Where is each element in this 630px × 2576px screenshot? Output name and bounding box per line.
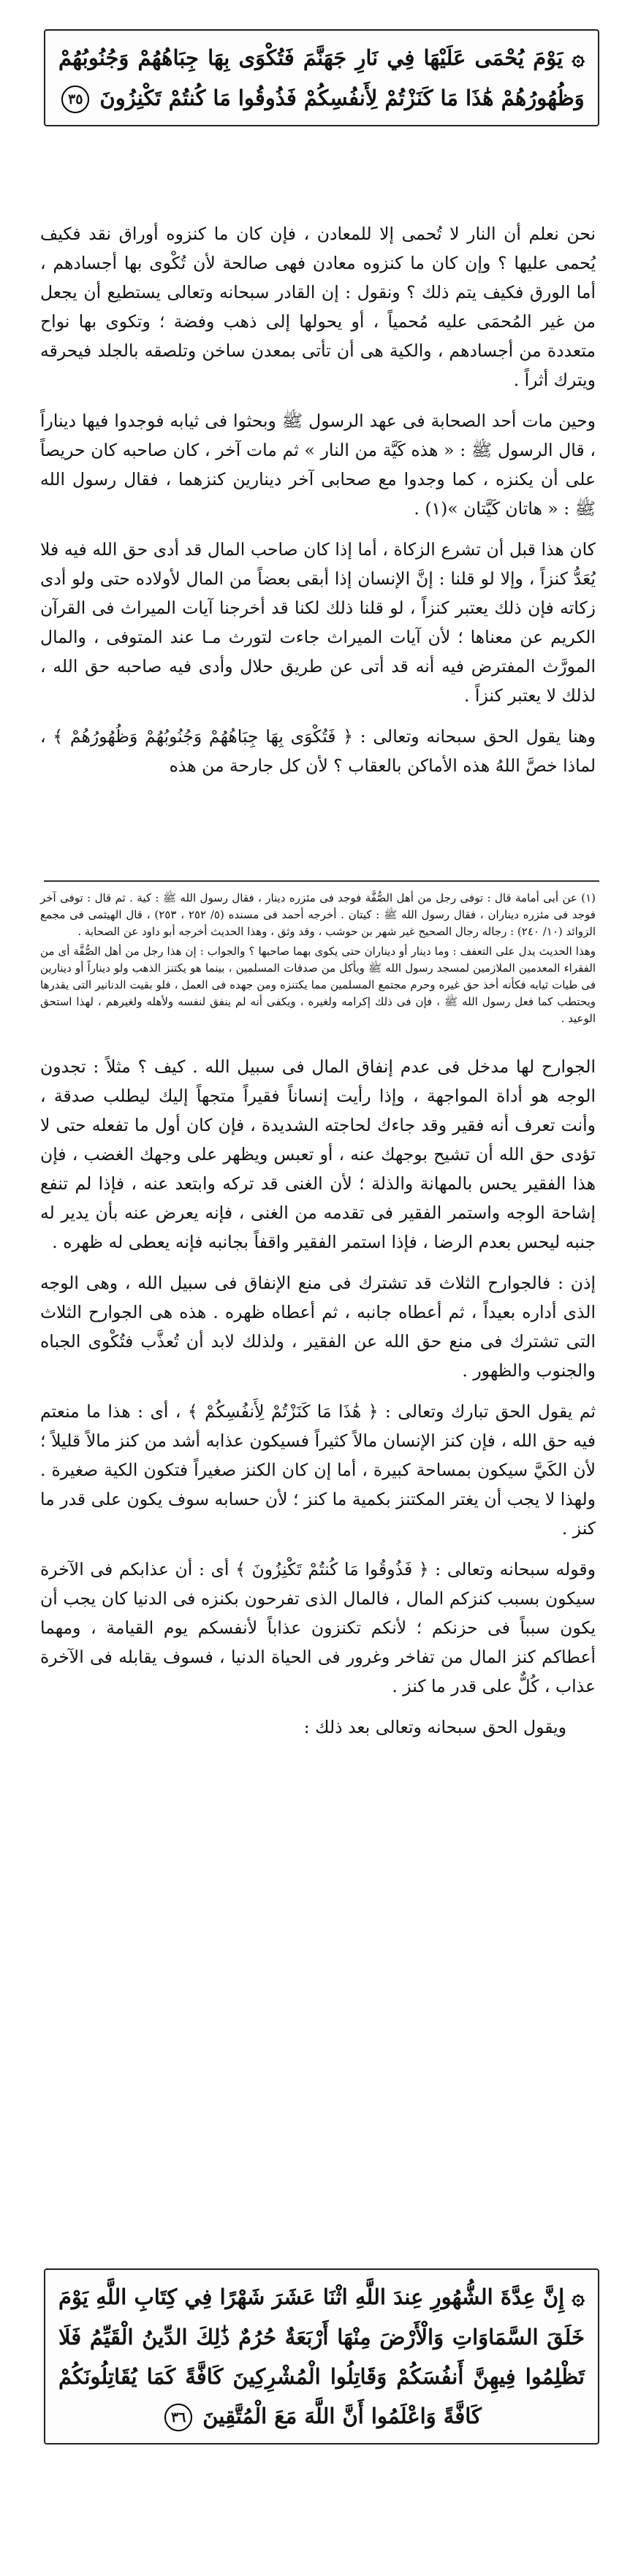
page-2-body [40,1052,596,1753]
paragraph: ثم يقول الحق تبارك وتعالى : ﴿ هَٰذَا مَا كَنَزْتُمْ لِأَنفُسِكُمْ ﴾ ، أى : هذا ما منعتم فيه حق الله ، فإن كنز الإنسان مالاً كثيراً فسيكون عذابه أشد من كنز مالاً قليلاً ؛ لأن الكَيَّ سيكون بمساحة كبيرة ، أما إن كان الكنز صغيراً فتكون الكية صغيرة . ولهذا لا يجب أن يغتر المكتنز بكمية ما كنز ؛ لأن حسابه سوف يكون على قدر ما كنز . [40,1401,596,1539]
verse-ornament-icon: ۞ [572,2285,585,2310]
verse-ornament-icon: ۞ [572,45,585,71]
top-verse-box [44,29,599,126]
bottom-verse-text: إِنَّ عِدَّةَ الشُّهُورِ عِندَ اللَّهِ اثْنَا عَشَرَ شَهْرًا فِي كِتَابِ اللَّهِ يَوْمَ خَلَقَ السَّمَاوَاتِ وَالْأَرْضَ مِنْهَا أَرْبَعَةٌ حُرُمٌ ذَٰلِكَ الدِّينُ الْقَيِّمُ فَلَا تَظْلِمُوا فِيهِنَّ أَنفُسَكُمْ وَقَاتِلُوا الْمُشْرِكِينَ كَافَّةً كَمَا يُقَاتِلُونَكُمْ كَافَّةً وَاعْلَمُوا أَنَّ اللَّهَ مَعَ الْمُتَّقِينَ [58,2285,585,2428]
paragraph: كان هذا قبل أن تشرع الزكاة ، أما إذا كان صاحب المال قد أدى حق الله فيه فلا يُعَدُّ كنزاً ، وإلا لو قلنا : إنَّ الإنسان إذا أبقى بعضاً من المال لأولاده حتى ولو أدى زكاته فإن ذلك يعتبر كنزاً ، لو قلنا ذلك لكنا قد أخرجنا آيات الميراث فى القرآن الكريم عن معناها ؛ لأن آيات الميراث جاءت لتورث مـا عند المتوفى ، والمال المورَّث المفترض فيه أنه قد أتى عن طريق حلال وأدى فيه صاحبه حق الله ، لذلك لا يعتبر كنزاً . [40,539,596,706]
ayah-number-badge: ٣٦ [164,2404,192,2431]
paragraph: وقوله سبحانه وتعالى : ﴿ فَذُوقُوا مَا كُنتُمْ تَكْنِزُونَ ﴾ أى : أن عذابكم فى الآخرة سيكون بسبب كنزكم المال ، فالمال الذى تفرحون بكنزه فى الدنيا كان يجب أن يكون سبباً فى حزنكم ؛ لأنكم تكنزون عذاباً لأنفسكم يوم القيامة ، ومهما أعطاكم كنز المال من تفاخر وغرور فى الحياة الدنيا ، فسوف يقابله فى الآخرة عذاب ، كُلٌّ على قدر ما كنز . [40,1559,596,1696]
ayah-number-badge: ٣٥ [61,85,89,113]
paragraph: نحن نعلم أن النار لا تُحمى إلا للمعادن ، فإن كان ما كنزوه أوراق نقد فكيف يُحمى عليها ؟ وإن كان ما كنزوه معادن فهى صالحة لأن تُكْوى بها أجسادهم ، أما الورق فكيف يتم ذلك ؟ ونقول : إن القادر سبحانه وتعالى يستطيع أن يجعل من غير المُحمَى عليه مُحمياً ، أو يحولها إلى ذهب وفضة ؛ وتكوى بها نواح متعددة من أجسادهم ، والكية هى أن تأتى بمعدن ساخن وتلصقه بالجلد فيحرقه ويترك أثراً . [40,224,596,390]
footnotes [40,890,596,1030]
footnote-divider [44,880,599,882]
footnote: (١) عن أبى أمامة قال : توفى رجل من أهل الصُّفَّة فوجد فى مئزره دينار ، فقال رسول الله ﷺ : كية . ثم قال : توفى آخر فوجد فى مئزره ديناران ، فقال رسول الله ﷺ : كيتان . أخرجه أحمد فى مسنده (٥/ ٢٥٢ ، ٢٥٣) ، قال الهيثمى فى مجمع الزوائد (١٠/ ٢٤٠) : رجاله رجال الصحيح غير شهر بن حوشب ، وقد وثق ، وهذا الحديث أخرجه أبو داود عن الصحابة . [40,891,596,938]
paragraph: وحين مات أحد الصحابة فى عهد الرسول ﷺ وبحثوا فى ثيابه فوجدوا فيها ديناراً ، قال الرسول ﷺ : « هذه كَيَّة من النار » ثم مات آخر ، كان صاحبه كان حريصاً على أن يكنزه ، كما وجدوا مع صحابى آخر دينارين كنزهما ، فقال رسول الله ﷺ : « هاتان كَيَّتان »(١) . [40,411,596,519]
bottom-verse [58,2277,585,2436]
paragraph: وهنا يقول الحق سبحانه وتعالى : ﴿ فَتُكْوَى بِهَا جِبَاهُهُمْ وَجُنُوبُهُمْ وَظُهُورُهُمْ ﴾ ، لماذا خصَّ اللهُ هذه الأماكن بالعقاب ؟ لأن كل جارحة من هذه [40,726,596,776]
paragraph: إذن : فالجوارح الثلاث قد تشترك فى منع الإنفاق فى سبيل الله ، وهى الوجه الذى أداره بعيداً ، ثم أعطاه جانبه ، ثم أعطاه ظهره . هذه هى الجوارح الثلاث التى تشترك فى منع حق الله عن الفقير ، ولذلك لابد أن تُعذَّب فتُكْوى الجباه والجنوب والظهور . [40,1273,596,1381]
bottom-verse-box [44,2268,599,2444]
footnote: وهذا الحديث يدل على التعفف : وما دينار أو ديناران حتى يكوى بهما صاحبها ؟ والجواب : إن هذا رجل من أهل الصُّفَّة أى من الفقراء المعدمين الملازمين لمسجد رسول الله ﷺ ويأكل من صدقات المسلمين ، بينما هو يكتنز الذهب ولو ديناراً أو دينارين فى طيات ثيابه فكأنه أخذ حق غيره وحرم مجتمع المسلمين مما يكتنزه ومن جهده فى العمل ، فلو بقيت الدنانير التى يقدرها ويحتطب كما فعل رسول الله ﷺ ، فإن فى ذلك إكرامه ولغيره ، ويكفى أنه لم ينفق لنفسه ولأهله ولغيرهم ، لهذا استحق الوعيد . [40,945,596,1025]
top-verse-text: يَوْمَ يُحْمَى عَلَيْهَا فِي نَارِ جَهَنَّمَ فَتُكْوَى بِهَا جِبَاهُهُمْ وَجُنُوبُهُمْ وَظُهُورُهُمْ هَٰذَا مَا كَنَزْتُمْ لِأَنفُسِكُمْ فَذُوقُوا مَا كُنتُمْ تَكْنِزُونَ [58,45,585,110]
verse-intro: ويقول الحق سبحانه وتعالى بعد ذلك : [303,1717,566,1737]
page-1-body [40,219,596,792]
paragraph: الجوارح لها مدخل فى عدم إنفاق المال فى سبيل الله . كيف ؟ مثلاً : تجدون الوجه هو أداة المواجهة ، وإذا رأيت إنساناً فقيراً متجهاً إليك ليطلب صدقة ، وأنت تعرف أنه فقير وقد جاءك لحاجته الشديدة ، فإن كان أول ما تفعله حتى لا تؤدى حق الله أن تشيح بوجهك عنه ، أو تعبس ويظهر على وجهك الغضب ، فإن هذا الفقير يحس بالمهانة والذلة ؛ لأن الغنى قد تركه وابتعد عنه ، فإذا لم تنفع إشاحة الوجه واستمر الفقير فى تقدمه من الغنى ، فإنه يعرض عنه بأن يدير له جنبه ليحس بعدم الرضا ، فإذا استمر الفقير واقفاً بجانبه فإنه يعطى له ظهره . [40,1056,596,1252]
top-verse [58,38,585,118]
